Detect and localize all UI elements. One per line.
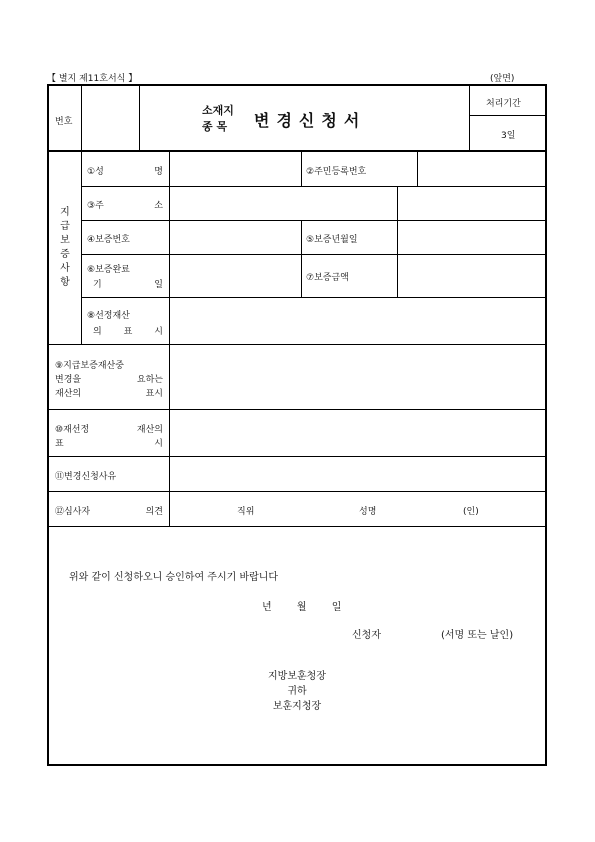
divider [469,86,470,150]
guarantee-number-label: ④보증번호 [87,235,130,245]
change-asset-label-2b: 요하는 [136,375,163,385]
section-label-char: 항 [60,277,70,288]
section-label-char: 사 [60,263,70,274]
reselected-asset-label-2 [55,436,163,449]
page-side-label: (앞면) [490,74,515,84]
reselected-asset-label-b: 재산의 [136,425,163,435]
guarantee-amount-field[interactable] [398,255,546,296]
recipient-line-3: 보훈지청장 [272,701,322,712]
date-day: 일 [331,602,342,613]
name-label-start: ①성 [87,167,104,177]
form-number-label: 【 별지 제11호서식 】 [47,74,138,84]
name-field[interactable] [170,151,300,185]
completion-date-label-2b: 일 [154,280,163,290]
examiner-opinion-label [55,504,163,517]
seal-label: (인) [463,507,479,517]
selected-asset-field[interactable] [170,298,546,343]
change-asset-label: ⑨지급보증재산중 [55,361,124,371]
applicant-label: 신청자 [352,630,381,641]
divider [81,150,82,344]
completion-date-label-2 [93,277,163,290]
selected-asset-label-2b: 표 [123,327,133,337]
reselected-asset-label-2b: 시 [154,439,163,449]
section-label-char: 증 [60,249,70,260]
section-label-char: 지 [60,207,70,218]
address-extra-field[interactable] [398,187,546,219]
change-asset-label-2a: 변경을 [55,375,82,385]
guarantee-number-field[interactable] [170,221,300,253]
reselected-asset-label-a: ⑩재선정 [55,425,90,435]
date-month: 월 [296,602,307,613]
section-label-guarantee [57,206,73,290]
title-sub-category: 종 목 [202,120,228,133]
examiner-opinion-label-b: 의견 [145,507,163,517]
divider [81,86,82,150]
change-asset-label-3 [55,386,163,399]
examiner-opinion-label-a: ⑫심사자 [55,507,91,517]
date-year: 년 [262,602,272,613]
name-label-end: 명 [154,167,163,177]
title-sub-location: 소재지 [202,104,234,117]
divider [301,220,302,297]
divider [139,86,140,150]
divider [469,115,547,116]
request-text: 위와 같이 신청하오니 승인하여 주시기 바랍니다 [69,572,279,583]
recipient-block [49,669,545,714]
sign-note: (서명 또는 날인) [441,630,514,641]
selected-asset-label-2 [93,324,163,337]
resident-number-label: ②주민등록번호 [306,167,367,177]
selected-asset-label-2c: 시 [154,327,163,337]
section-label-char: 보 [60,235,70,246]
divider [49,526,547,527]
examiner-name-label: 성명 [359,507,377,517]
address-field[interactable] [170,187,396,219]
selected-asset-label: ⑧선정재산 [87,311,130,321]
processing-period-value: 3일 [501,131,516,141]
reselected-asset-field[interactable] [170,410,546,455]
name-label [87,164,163,177]
change-asset-label-3a: 재산의 [55,389,82,399]
change-asset-field[interactable] [170,345,546,408]
guarantee-date-field[interactable] [398,221,546,253]
date-line [262,598,341,613]
processing-period-label: 처리기간 [486,99,521,109]
reselected-asset-label-2a: 표 [55,439,64,449]
resident-number-field[interactable] [418,151,546,185]
change-reason-field[interactable] [170,457,546,490]
position-label: 직위 [237,507,255,517]
address-label [87,198,163,211]
application-form [47,84,547,766]
section-label-char: 급 [60,221,70,232]
completion-date-label: ⑥보증완료 [87,265,130,275]
form-title: 변경신청서 [254,111,367,130]
address-label-end: 소 [154,201,163,211]
divider [49,491,547,492]
address-label-start: ③주 [87,201,104,211]
completion-date-label-2a: 기 [93,280,102,290]
recipient-line-2: 귀하 [287,686,307,697]
divider [301,150,302,186]
recipient-line-1: 지방보훈청장 [268,671,326,682]
number-label: 번호 [55,117,73,127]
guarantee-amount-label: ⑦보증금액 [306,273,349,283]
selected-asset-label-2a: 의 [93,327,102,337]
change-asset-label-2 [55,372,163,385]
change-reason-label: ⑪변경신청사유 [55,472,117,482]
reselected-asset-label [55,422,163,435]
completion-date-field[interactable] [170,255,300,296]
change-asset-label-3b: 표시 [145,389,163,399]
guarantee-date-label: ⑤보증년월일 [306,235,358,245]
